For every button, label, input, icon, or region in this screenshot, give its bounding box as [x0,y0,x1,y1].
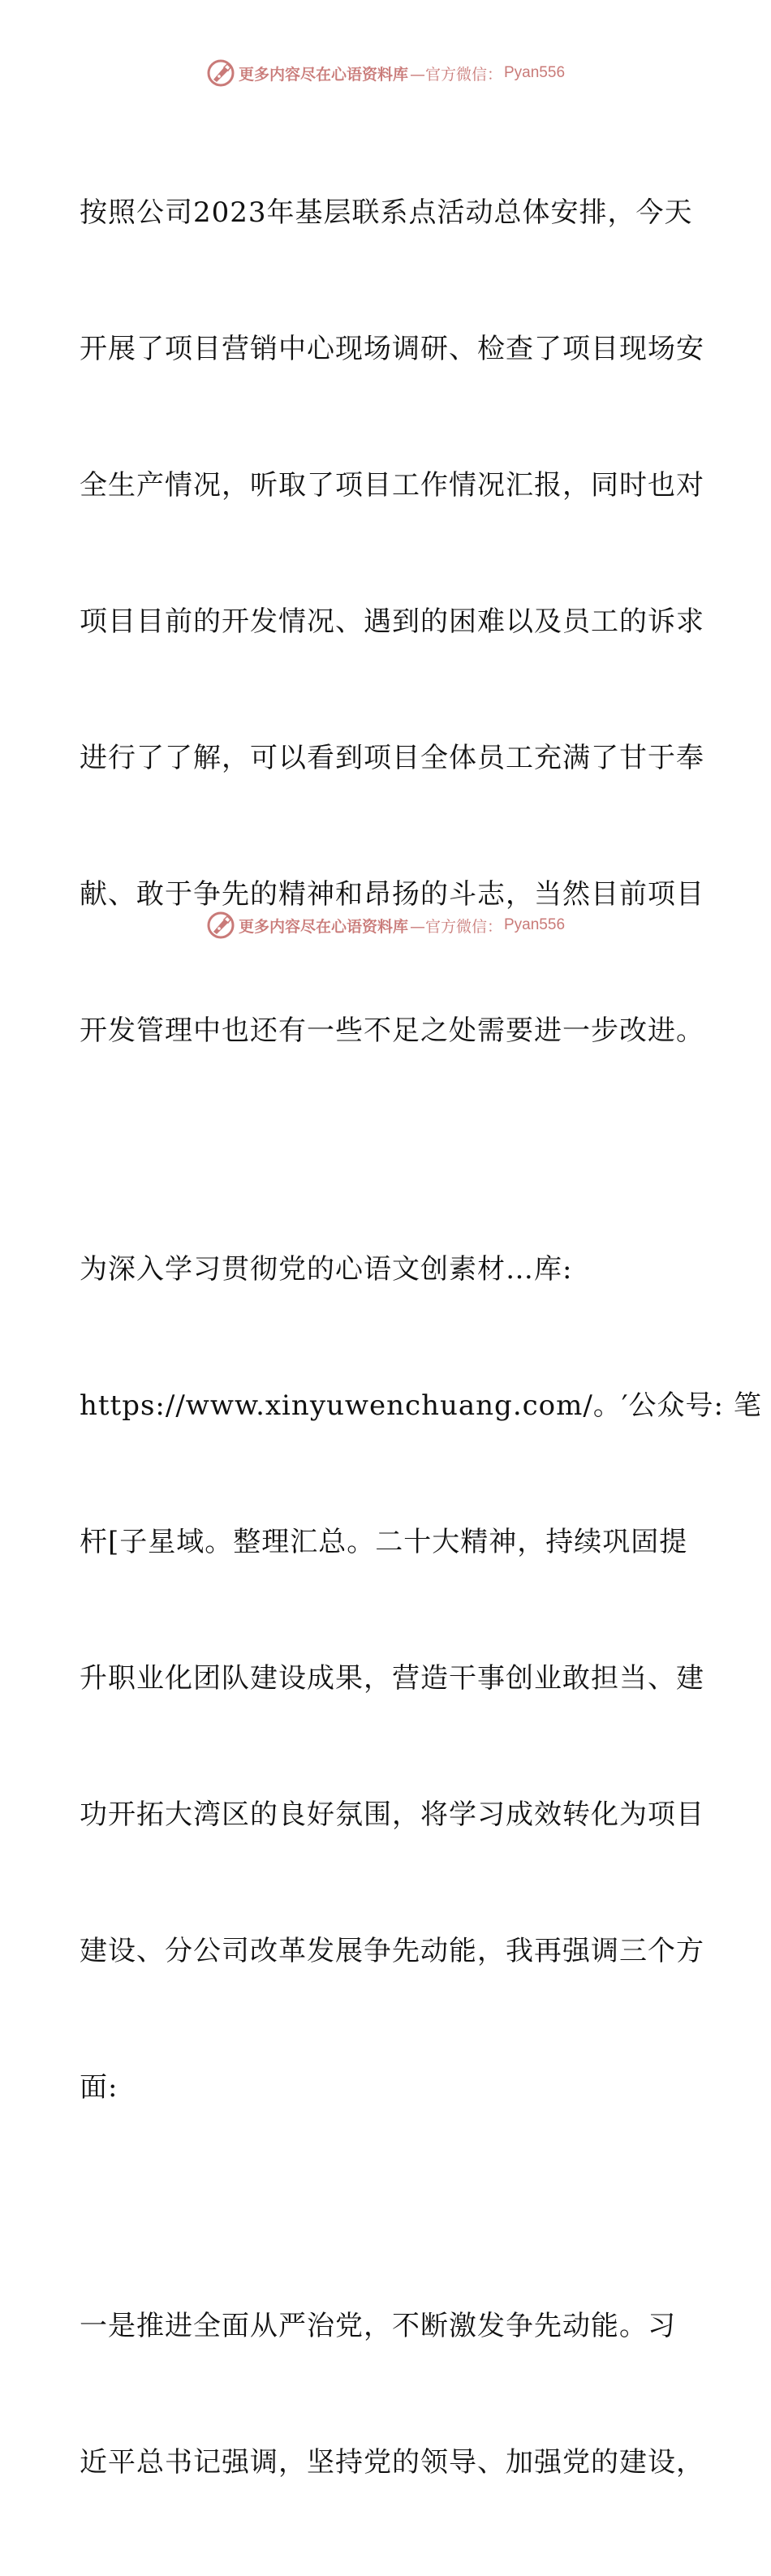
footer-watermark [0,907,771,943]
text-line: 按照公司2023年基层联系点活动总体安排，今天 [80,196,693,229]
text-line-url: https://www.xinyuwenchuang.com/。′公众号: 笔 [80,1389,762,1422]
text-line: 项目目前的开发情况、遇到的困难以及员工的诉求 [80,605,704,638]
watermark-wechat-id: Pyan556 [504,64,566,81]
watermark-lead-text: 更多内容尽在心语资料库 [238,917,408,936]
pen-nib-logo-icon [206,911,235,940]
watermark-wechat-id: Pyan556 [504,916,566,933]
text-line: 献、敢于争先的精神和昂扬的斗志，当然目前项目 [80,878,704,911]
watermark-lead-text: 更多内容尽在心语资料库 [238,65,408,84]
text-line: 进行了了解，可以看到项目全体员工充满了甘于奉 [80,742,704,774]
header-watermark [0,55,771,91]
paragraph-point-one [80,2212,704,2576]
text-line: 一是推进全面从严治党，不断激发争先动能。习 [80,2310,676,2342]
watermark-official-label: —官方微信： [409,65,502,84]
text-line: 功开拓大湾区的良好氛围，将学习成效转化为项目 [80,1798,704,1831]
text-line: 开展了项目营销中心现场调研、检查了项目现场安 [80,333,704,365]
pen-nib-logo-icon [206,58,235,88]
document-body [80,99,762,2576]
text-line: 为深入学习贯彻党的心语文创素材…库: [80,1253,573,1286]
text-line: 开发管理中也还有一些不足之处需要进一步改进。 [80,1014,704,1047]
text-line: 面: [80,2071,118,2104]
text-line: 杆[子星域。整理汇总。二十大精神，持续巩固提 [80,1526,688,1558]
text-line: 全生产情况，听取了项目工作情况汇报，同时也对 [80,469,704,502]
text-line: 建设、分公司改革发展争先动能，我再强调三个方 [80,1935,704,1967]
paragraph-study [80,1156,762,2201]
text-line: 升职业化团队建设成果，营造干事创业敢担当、建 [80,1662,704,1695]
text-line: 近平总书记强调，坚持党的领导、加强党的建设， [80,2446,704,2479]
paragraph-intro [80,99,704,1144]
watermark-official-label: —官方微信： [409,917,502,936]
